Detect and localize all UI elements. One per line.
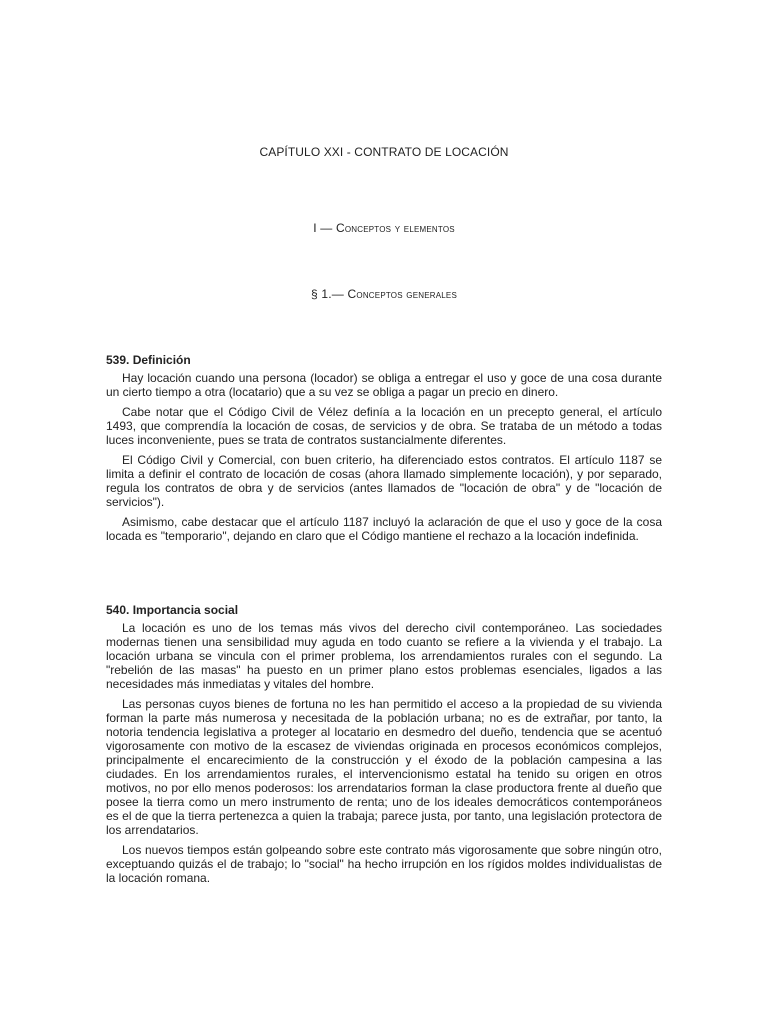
section-heading: 539. Definición: [106, 353, 191, 367]
part-title: I — Conceptos y elementos: [313, 221, 455, 235]
section-540: [106, 603, 662, 891]
paragraph: El Código Civil y Comercial, con buen criterio, ha diferenciado estos contratos. El artículo 1187 se limita a definir el contrato de locación de cosas (ahora llamado simplemente locación), y por separado, regula los contratos de obra y de servicios (antes llamados de "locación de obra" y de "locación de servicios").: [106, 453, 662, 509]
section-539: [106, 353, 662, 549]
paragraph: Cabe notar que el Código Civil de Vélez definía a la locación en un precepto general, el artículo 1493, que comprendía la locación de cosas, de servicios y de obra. Se trataba de un método a todas luces inconveniente, pues se trata de contratos sustancialmente diferentes.: [106, 405, 662, 447]
section-heading: 540. Importancia social: [106, 603, 239, 617]
chapter-title: CAPÍTULO XXI - CONTRATO DE LOCACIÓN: [259, 145, 509, 159]
paragraph: Los nuevos tiempos están golpeando sobre este contrato más vigorosamente que sobre ningún otro, exceptuando quizás el de trabajo; lo "social" ha hecho irrupción en los rígidos moldes individualistas de la locación romana.: [106, 843, 662, 885]
paragraph: Asimismo, cabe destacar que el artículo 1187 incluyó la aclaración de que el uso y goce de la cosa locada es "temporario", dejando en claro que el Código mantiene el rechazo a la locación indefinida.: [106, 515, 662, 543]
paragraph: Hay locación cuando una persona (locador) se obliga a entregar el uso y goce de una cosa durante un cierto tiempo a otra (locatario) que a su vez se obliga a pagar un precio en dinero.: [106, 371, 662, 399]
paragraph: Las personas cuyos bienes de fortuna no les han permitido el acceso a la propiedad de su vivienda forman la parte más numerosa y necesitada de la población urbana; no es de extrañar, por tanto, la notoria tendencia legislativa a proteger al locatario en desmedro del dueño, tendencia que se acentuó vigorosamente con motivo de la escasez de viviendas originada en procesos económicos complejos, principalmente el encarecimiento de la construcción y el éxodo de la población campesina a las ciudades. En los arrendamientos rurales, el intervencionismo estatal ha tenido su origen en otros motivos, no por ello menos poderosos: los arrendatarios forman la clase productora frente al dueño que posee la tierra como un mero instrumento de renta; uno de los ideales democráticos contemporáneos es el de que la tierra pertenezca a quien la trabaja; parece justa, por tanto, una legislación protectora de los arrendatarios.: [106, 697, 662, 837]
paragraph: La locación es uno de los temas más vivos del derecho civil contemporáneo. Las sociedades modernas tienen una sensibilidad muy aguda en todo cuanto se refiere a la vivienda y el trabajo. La locación urbana se vincula con el primer problema, los arrendamientos rurales con el segundo. La "rebelión de las masas" ha puesto en un primer plano estos problemas esenciales, ligados a las necesidades más inmediatas y vitales del hombre.: [106, 621, 662, 691]
section-title: § 1.— Conceptos generales: [310, 287, 457, 301]
